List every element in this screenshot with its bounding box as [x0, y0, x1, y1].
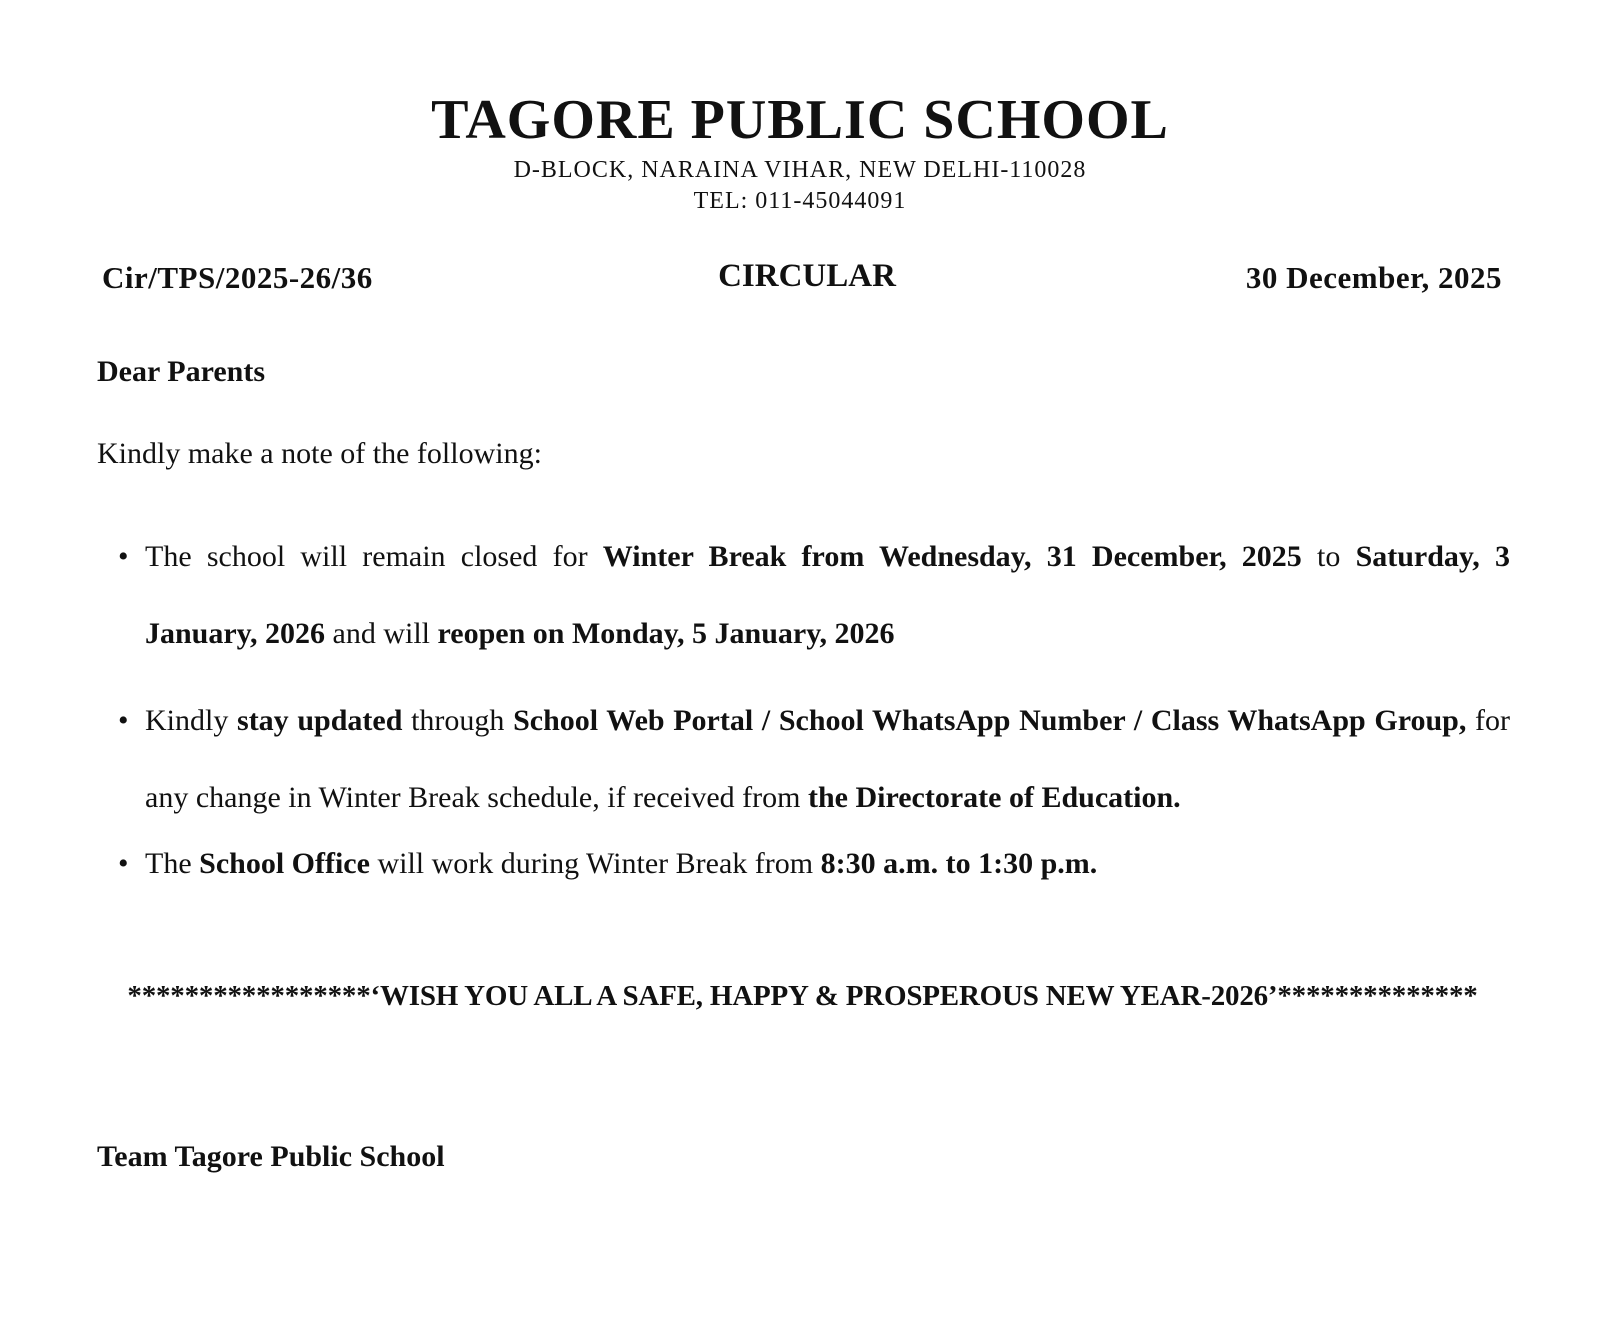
note-text: The school will remain closed for: [145, 540, 603, 573]
note-bold-text: Saturday, 3 January, 2026: [145, 540, 1510, 650]
school-address: D-BLOCK, NARAINA VIHAR, NEW DELHI-110028: [513, 157, 1087, 183]
school-telephone: TEL: 011-45044091: [693, 188, 907, 214]
note-winter-break: [118, 518, 1510, 672]
note-text: Kindly: [145, 704, 238, 737]
bullet-icon: •: [118, 540, 129, 573]
note-text: will work during Winter Break from: [369, 847, 821, 880]
note-text: The: [145, 847, 200, 880]
note-school-office: [118, 842, 1510, 886]
note-bold-text: the Directorate of Education.: [807, 781, 1181, 814]
note-bold-text: School Office: [199, 847, 370, 880]
note-bold-text: reopen on Monday, 5 January, 2026: [437, 617, 895, 650]
circular-title: CIRCULAR: [718, 258, 896, 294]
note-bold-text: Winter Break from Wednesday, 31 December, 2025: [602, 540, 1302, 573]
note-text: and will: [325, 617, 438, 650]
note-text: to: [1301, 540, 1356, 573]
circular-header-row: [102, 258, 1502, 298]
bullet-icon: •: [118, 847, 129, 880]
salutation: Dear Parents: [97, 355, 266, 388]
new-year-message: *****************‘WISH YOU ALL A SAFE, HAPPY & PROSPEROUS NEW YEAR-2026’**************: [127, 980, 1478, 1012]
circular-reference-number: Cir/TPS/2025-26/36: [102, 260, 373, 295]
signature: Team Tagore Public School: [97, 1140, 445, 1173]
note-bold-text: stay updated: [237, 704, 403, 737]
notes-list: [118, 536, 1510, 886]
note-text: for any change in Winter Break schedule, if received from: [145, 704, 1511, 814]
note-bold-text: School Web Portal / School WhatsApp Number / Class WhatsApp Group,: [513, 704, 1467, 737]
school-name: TAGORE PUBLIC SCHOOL: [431, 89, 1169, 151]
circular-date: 30 December, 2025: [1245, 260, 1502, 295]
bullet-icon: •: [118, 704, 129, 737]
intro-text: Kindly make a note of the following:: [97, 437, 542, 470]
note-bold-text: 8:30 a.m. to 1:30 p.m.: [820, 847, 1098, 880]
note-text: through: [402, 704, 514, 737]
note-stay-updated: [118, 682, 1510, 836]
